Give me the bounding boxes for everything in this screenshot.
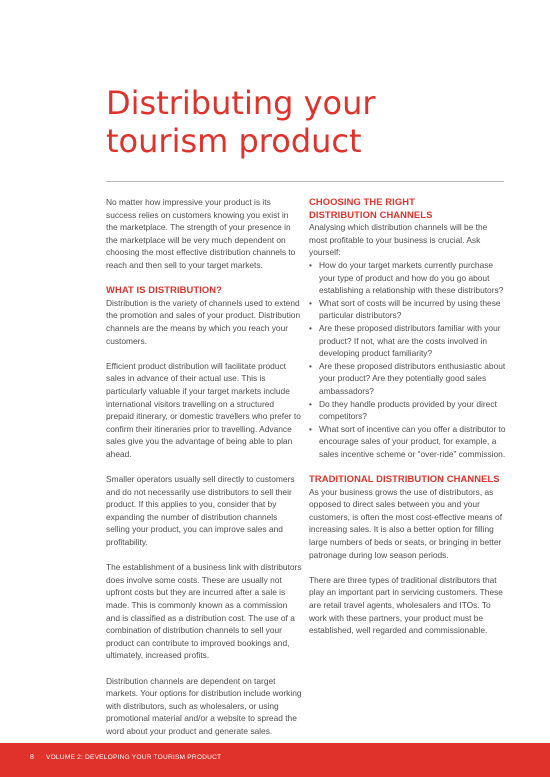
heading-line: CHOOSING THE RIGHT bbox=[309, 196, 415, 207]
body-paragraph: Distribution is the variety of channels used to extend the promotion and sales of your product. Distribution channels are the means by which you reach your customers. bbox=[106, 297, 301, 346]
page-number: 8 bbox=[30, 754, 34, 761]
body-paragraph: The establishment of a business link with distributors does involve some costs. These are usually not upfront costs but they are incurred after a sale is made. This is commonly known as a commission and is classified as a distribution cost. The use of a combination of distribution channels to sell your product can contribute to improved bookings and, ultimately, increased profits. bbox=[106, 562, 302, 661]
section-heading-choosing-channels bbox=[309, 196, 507, 221]
page-title bbox=[106, 84, 506, 160]
body-paragraph: Efficient product distribution will facilitate product sales in advance of their actual use. This is particularly valuable if your target markets include international visitors travelling on a structured prepaid itinerary, or domestic travellers who prefer to confirm their itineraries prior to travelling. Advance sales give you the advantage of being able to plan ahead. bbox=[106, 360, 301, 459]
section-heading-traditional-channels: TRADITIONAL DISTRIBUTION CHANNELS bbox=[309, 473, 500, 485]
body-paragraph: Smaller operators usually sell directly to customers and do not necessarily use distributors to sell their product. If this applies to you, consider that by expanding the number of distribution channels selling your product, you can improve sales and profitability. bbox=[106, 474, 295, 548]
section-heading-what-is-distribution: WHAT IS DISTRIBUTION? bbox=[106, 284, 222, 296]
list-item: • How do your target markets currently purchase your type of product and how do you go about establishing a relationship with these distributors? bbox=[309, 259, 507, 297]
left-column bbox=[106, 196, 302, 750]
body-paragraph: Analysing which distribution channels will be the most profitable to your business is crucial. Ask yourself: bbox=[309, 222, 488, 258]
title-divider bbox=[106, 181, 504, 182]
footer-bar bbox=[0, 743, 550, 777]
list-item: • What sort of costs will be incurred by using these particular distributors? bbox=[309, 297, 507, 322]
footer-text: VOLUME 2: DEVELOPING YOUR TOURISM PRODUCT bbox=[46, 754, 222, 761]
body-paragraph: Distribution channels are dependent on target markets. Your options for distribution include working with distributors, such as wholesalers, or using promotional material and/or a website to spread the word about your product and generate sales. bbox=[106, 675, 302, 736]
list-item: • Are these proposed distributors familiar with your product? If not, what are the costs involved in developing product familiarity? bbox=[309, 322, 507, 360]
right-column bbox=[309, 196, 507, 649]
heading-line: DISTRIBUTION CHANNELS bbox=[309, 208, 433, 220]
question-list bbox=[309, 259, 507, 461]
body-paragraph: As your business grows the use of distributors, as opposed to direct sales between you and your customers, is often the most cost-effective means of increasing sales. It is also a better option for filling large numbers of beds or seats, or bringing in better patronage during low season periods. bbox=[309, 486, 503, 560]
title-line-1: Distributing your bbox=[106, 84, 376, 122]
body-paragraph: There are three types of traditional distributors that play an important part in servicing customers. These are retail travel agents, wholesalers and ITOs. To work with these partners, your product must be established, well regarded and commissionable. bbox=[309, 574, 503, 636]
title-line-2: tourism product bbox=[106, 122, 362, 160]
list-item: • Do they handle products provided by your direct competitors? bbox=[309, 398, 507, 423]
intro-paragraph: No matter how impressive your product is its success relies on customers knowing you exist in the marketplace. The strength of your presence in the marketplace will be very much dependent on choosing the most effective distribution channels to reach and then sell to your target markets. bbox=[106, 197, 296, 270]
list-item: • Are these proposed distributors enthusiastic about your product? Are they potentially good sales ambassadors? bbox=[309, 360, 507, 398]
list-item: • What sort of incentive can you offer a distributor to encourage sales of your product, for example, a sales incentive scheme or “over-ride” commission. bbox=[309, 423, 507, 461]
